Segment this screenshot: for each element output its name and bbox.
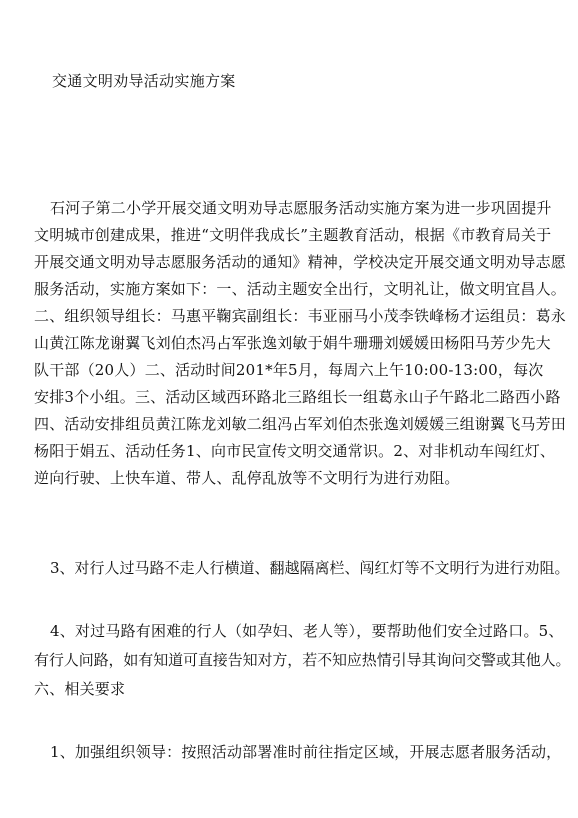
paragraph-line: 服务活动，实施方案如下：一、活动主题安全出行，文明礼让，做文明宜昌人。 bbox=[34, 280, 567, 298]
document-title: 交通文明劝导活动实施方案 bbox=[52, 72, 236, 90]
paragraph-line: 安排3个小组。三、活动区域西环路北三路组长一组葛永山子午路北二路西小路 bbox=[34, 388, 561, 406]
paragraph-line: 文明城市创建成果，推进“文明伴我成长”主题教育活动，根据《市教育局关于 bbox=[34, 226, 552, 244]
paragraph-line: 石河子第二小学开展交通文明劝导志愿服务活动实施方案为进一步巩固提升 bbox=[50, 199, 552, 217]
paragraph-line: 六、相关要求 bbox=[34, 680, 126, 698]
paragraph-line: 队干部（20人）二、活动时间201*年5月，每周六上午10:00-13:00，每次 bbox=[34, 361, 544, 379]
paragraph-line: 山黄江陈龙谢翼飞刘伯杰冯占军张逸刘敏于娟牛珊珊刘媛媛田杨阳马芳少先大 bbox=[34, 334, 551, 352]
paragraph-line: 4、对过马路有困难的行人（如孕妇、老人等），要帮助他们安全过路口。5、 bbox=[50, 622, 564, 640]
paragraph-line: 3、对行人过马路不走人行横道、翻越隔离栏、闯红灯等不文明行为进行劝阻。 bbox=[50, 559, 570, 577]
paragraph-line: 逆向行驶、上快车道、带人、乱停乱放等不文明行为进行劝阻。 bbox=[34, 469, 460, 487]
paragraph-line: 杨阳于娟五、活动任务1、向市民宣传文明交通常识。2、对非机动车闯红灯、 bbox=[34, 442, 556, 460]
paragraph-line: 四、活动安排组员黄江陈龙刘敏二组冯占军刘伯杰张逸刘媛媛三组谢翼飞马芳田 bbox=[34, 415, 567, 433]
paragraph-line: 1、加强组织领导：按照活动部署准时前往指定区域，开展志愿者服务活动， bbox=[50, 743, 562, 761]
paragraph-line: 二、组织领导组长：马惠平鞠宾副组长：韦亚丽马小茂李铁峰杨才运组员：葛永 bbox=[34, 307, 567, 325]
paragraph-line: 有行人问路，如有知道可直接告知对方，若不知应热情引导其询问交警或其他人。 bbox=[34, 651, 571, 669]
paragraph-line: 开展交通文明劝导志愿服务活动的通知》精神，学校决定开展交通文明劝导志愿 bbox=[34, 253, 567, 271]
